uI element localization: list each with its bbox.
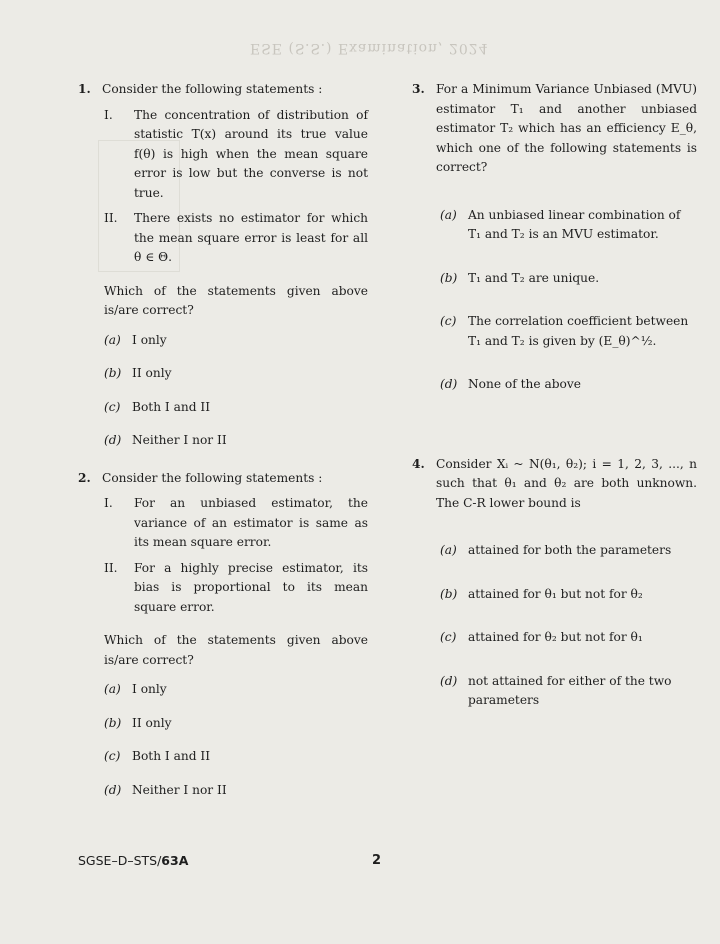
option-b (104, 714, 368, 734)
option-label: (c) (440, 630, 457, 645)
question-intro: Consider the following statements : (102, 470, 323, 485)
option-d (104, 431, 368, 451)
question-number: 4. (412, 456, 425, 471)
option-d (104, 781, 368, 801)
option-text: attained for θ₂ but not for θ₁ (468, 630, 643, 645)
question-intro: Consider the following statements : (102, 82, 323, 96)
question-ask: Which of the statements given above is/are correct? (104, 633, 368, 667)
option-a (440, 541, 697, 561)
statement-label: I. (104, 496, 113, 511)
option-label: (b) (440, 586, 458, 601)
option-text: II only (132, 366, 172, 381)
left-column (78, 80, 368, 818)
question-ask: Which of the statements given above is/are correct? (104, 283, 368, 318)
question-1 (78, 80, 368, 451)
option-c (440, 312, 697, 351)
option-label: (c) (104, 749, 121, 764)
question-2 (78, 469, 368, 801)
option-d (440, 375, 697, 395)
option-label: (a) (104, 682, 121, 697)
option-label: (a) (440, 207, 457, 222)
statement (104, 106, 368, 204)
page-number: 2 (372, 853, 382, 868)
option-text: An unbiased linear combination of T₁ and T₂ is an MVU estimator. (468, 207, 681, 242)
option-text: T₁ and T₂ are unique. (468, 270, 600, 285)
option-text: Neither I nor II (132, 782, 227, 797)
statement (104, 209, 368, 268)
option-text: Neither I nor II (132, 433, 227, 448)
option-text: II only (132, 715, 172, 730)
option-a (440, 206, 697, 245)
option-label: (c) (440, 314, 457, 329)
statement-text: For an unbiased estimator, the variance of an estimator is same as its mean square error. (134, 496, 368, 550)
question-4 (412, 455, 697, 711)
option-c (104, 747, 368, 767)
booklet-code-prefix: SGSE–D–STS/ (78, 853, 162, 868)
option-label: (a) (440, 543, 457, 558)
option-b (440, 585, 697, 605)
option-c (104, 398, 368, 418)
option-b (104, 364, 368, 384)
statement-text: For a highly precise estimator, its bias is proportional to its mean square error. (134, 560, 368, 614)
option-label: (b) (104, 715, 122, 730)
option-label: (a) (104, 332, 121, 347)
option-c (440, 628, 697, 648)
option-a (104, 331, 368, 351)
option-b (440, 269, 697, 289)
option-text: Both I and II (132, 399, 211, 414)
option-text: attained for both the parameters (468, 543, 672, 558)
option-text: not attained for either of the two parameters (468, 673, 672, 708)
statement-text: There exists no estimator for which the mean square error is least for all θ ∈ Θ. (134, 211, 368, 265)
option-label: (d) (440, 377, 458, 392)
option-text: I only (132, 682, 167, 697)
option-label: (b) (104, 366, 122, 381)
bleed-through-header: ESE (S.S.) Examination, 2024 (250, 40, 489, 56)
option-text: None of the above (468, 377, 581, 392)
option-label: (c) (104, 399, 121, 414)
option-text: attained for θ₁ but not for θ₂ (468, 586, 643, 601)
statement-label: II. (104, 211, 118, 226)
statement-label: I. (104, 107, 113, 122)
question-number: 3. (412, 82, 425, 96)
statement (104, 494, 368, 553)
option-a (104, 680, 368, 700)
statement (104, 559, 368, 618)
question-number: 1. (78, 82, 91, 96)
option-label: (d) (440, 673, 458, 688)
question-number: 2. (78, 470, 91, 485)
question-3 (412, 80, 697, 395)
statement-label: II. (104, 560, 118, 575)
option-d (440, 672, 697, 711)
option-label: (d) (104, 782, 122, 797)
option-label: (d) (104, 433, 122, 448)
booklet-code-series: 63A (161, 853, 189, 868)
option-text: Both I and II (132, 749, 211, 764)
option-text: I only (132, 332, 167, 347)
booklet-code (78, 853, 188, 868)
question-text: For a Minimum Variance Unbiased (MVU) estimator T₁ and another unbiased estimator T₂ which has an efficiency E_θ, which one of the following statements is correct? (436, 82, 697, 175)
statement-text: The concentration of distribution of statistic T(x) around its true value f(θ) is high when the mean square error is low but the converse is not true. (134, 107, 368, 200)
question-text: Consider Xᵢ ~ N(θ₁, θ₂); i = 1, 2, 3, ..., n such that θ₁ and θ₂ are both unknown. The C-R lower bound is (436, 456, 697, 510)
right-column (412, 80, 697, 735)
option-text: The correlation coefficient between T₁ and T₂ is given by (E_θ)^½. (468, 314, 689, 348)
option-label: (b) (440, 270, 458, 285)
